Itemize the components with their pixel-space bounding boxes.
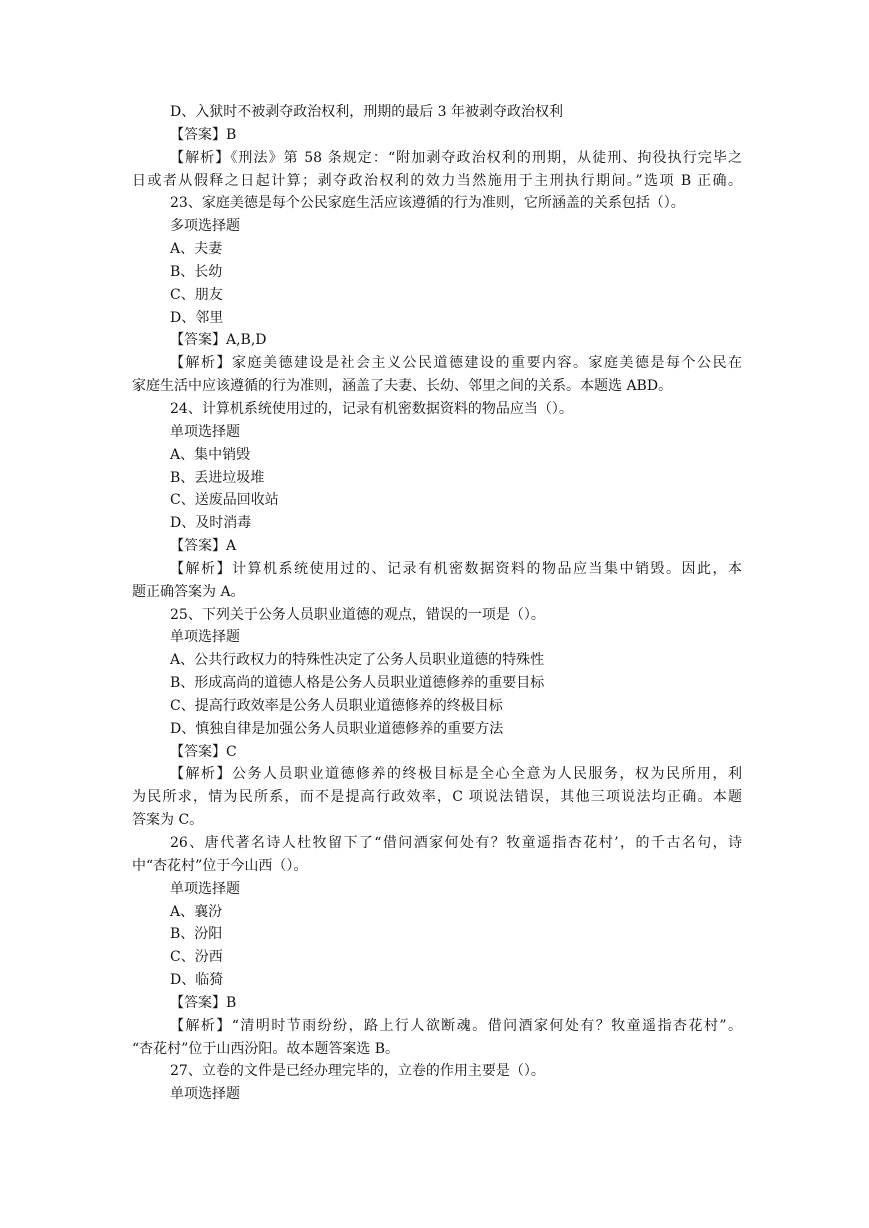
- text-line: B、形成高尚的道德人格是公务人员职业道德修养的重要目标: [170, 675, 545, 692]
- text-line: C、朋友: [170, 286, 223, 303]
- text-line: 【解析】《刑法》第 58 条规定：“附加剥夺政治权利的刑期，从徒刑、拘役执行完毕之: [170, 149, 742, 166]
- text-line: D、临猗: [170, 972, 224, 989]
- text-line: 答案为 C。: [132, 812, 204, 829]
- document-body: [132, 101, 742, 1106]
- text-line: “杏花村”位于山西汾阳。故本题答案选 B。: [132, 1040, 400, 1057]
- text-line: 【答案】B: [170, 994, 237, 1011]
- text-line: 26、唐代著名诗人杜牧留下了“借问酒家何处有？牧童遥指杏花村’，的千古名句，诗: [170, 835, 742, 851]
- text-line: 题正确答案为 A。: [132, 583, 245, 600]
- text-line: 为民所求，情为民所系，而不是提高行政效率，C 项说法错误，其他三项说法均正确。本题: [132, 789, 742, 806]
- text-line: B、长幼: [170, 263, 223, 280]
- text-line: 【解析】公务人员职业道德修养的终极目标是全心全意为人民服务，权为民所用，利: [170, 766, 742, 783]
- text-line: 【答案】A: [170, 538, 237, 555]
- text-line: 23、家庭美德是每个公民家庭生活应该遵循的行为准则，它所涵盖的关系包括（）。: [170, 195, 685, 212]
- text-line: 家庭生活中应该遵循的行为准则，涵盖了夫妻、长幼、邻里之间的关系。本题选 ABD。: [132, 378, 673, 395]
- text-line: 单项选择题: [170, 880, 240, 897]
- text-line: C、汾西: [170, 949, 223, 966]
- text-line: D、及时消毒: [170, 515, 252, 532]
- text-line: 【答案】A,B,D: [170, 332, 267, 349]
- text-line: C、提高行政效率是公务人员职业道德修养的终极目标: [170, 697, 503, 714]
- text-line: B、汾阳: [170, 926, 223, 943]
- text-line: 单项选择题: [170, 1086, 240, 1103]
- text-line: 【答案】B: [170, 126, 237, 143]
- text-line: A、集中销毁: [170, 446, 251, 463]
- text-line: 单项选择题: [170, 423, 240, 440]
- text-line: C、送废品回收站: [170, 492, 279, 509]
- text-line: 【解析】计算机系统使用过的、记录有机密数据资料的物品应当集中销毁。因此，本: [170, 560, 742, 577]
- text-line: D、慎独自律是加强公务人员职业道德修养的重要方法: [170, 720, 504, 737]
- text-line: B、丢进垃圾堆: [170, 469, 265, 486]
- text-line: A、襄汾: [170, 903, 223, 920]
- text-line: 【解析】家庭美德建设是社会主义公民道德建设的重要内容。家庭美德是每个公民在: [170, 355, 742, 372]
- text-line: D、入狱时不被剥夺政治权利，刑期的最后 3 年被剥夺政治权利: [170, 104, 564, 120]
- text-line: 27、立卷的文件是已经办理完毕的，立卷的作用主要是（）。: [170, 1063, 545, 1080]
- text-line: 25、下列关于公务人员职业道德的观点，错误的一项是（）。: [170, 606, 545, 623]
- text-line: 中“杏花村”位于今山西（）。: [132, 857, 308, 874]
- text-line: 【答案】C: [170, 743, 237, 760]
- text-line: D、邻里: [170, 309, 224, 326]
- text-line: A、公共行政权力的特殊性决定了公务人员职业道德的特殊性: [170, 652, 545, 669]
- text-line: 【解析】“清明时节雨纷纷，路上行人欲断魂。借问酒家何处有？牧童遥指杏花村”。: [170, 1017, 742, 1034]
- text-line: 日或者从假释之日起计算；剥夺政治权利的效力当然施用于主刑执行期间。”选项 B 正确。: [132, 172, 742, 189]
- text-line: 24、计算机系统使用过的，记录有机密数据资料的物品应当（）。: [170, 400, 573, 417]
- text-line: 多项选择题: [170, 218, 240, 235]
- text-line: A、夫妻: [170, 241, 223, 258]
- text-line: 单项选择题: [170, 629, 240, 646]
